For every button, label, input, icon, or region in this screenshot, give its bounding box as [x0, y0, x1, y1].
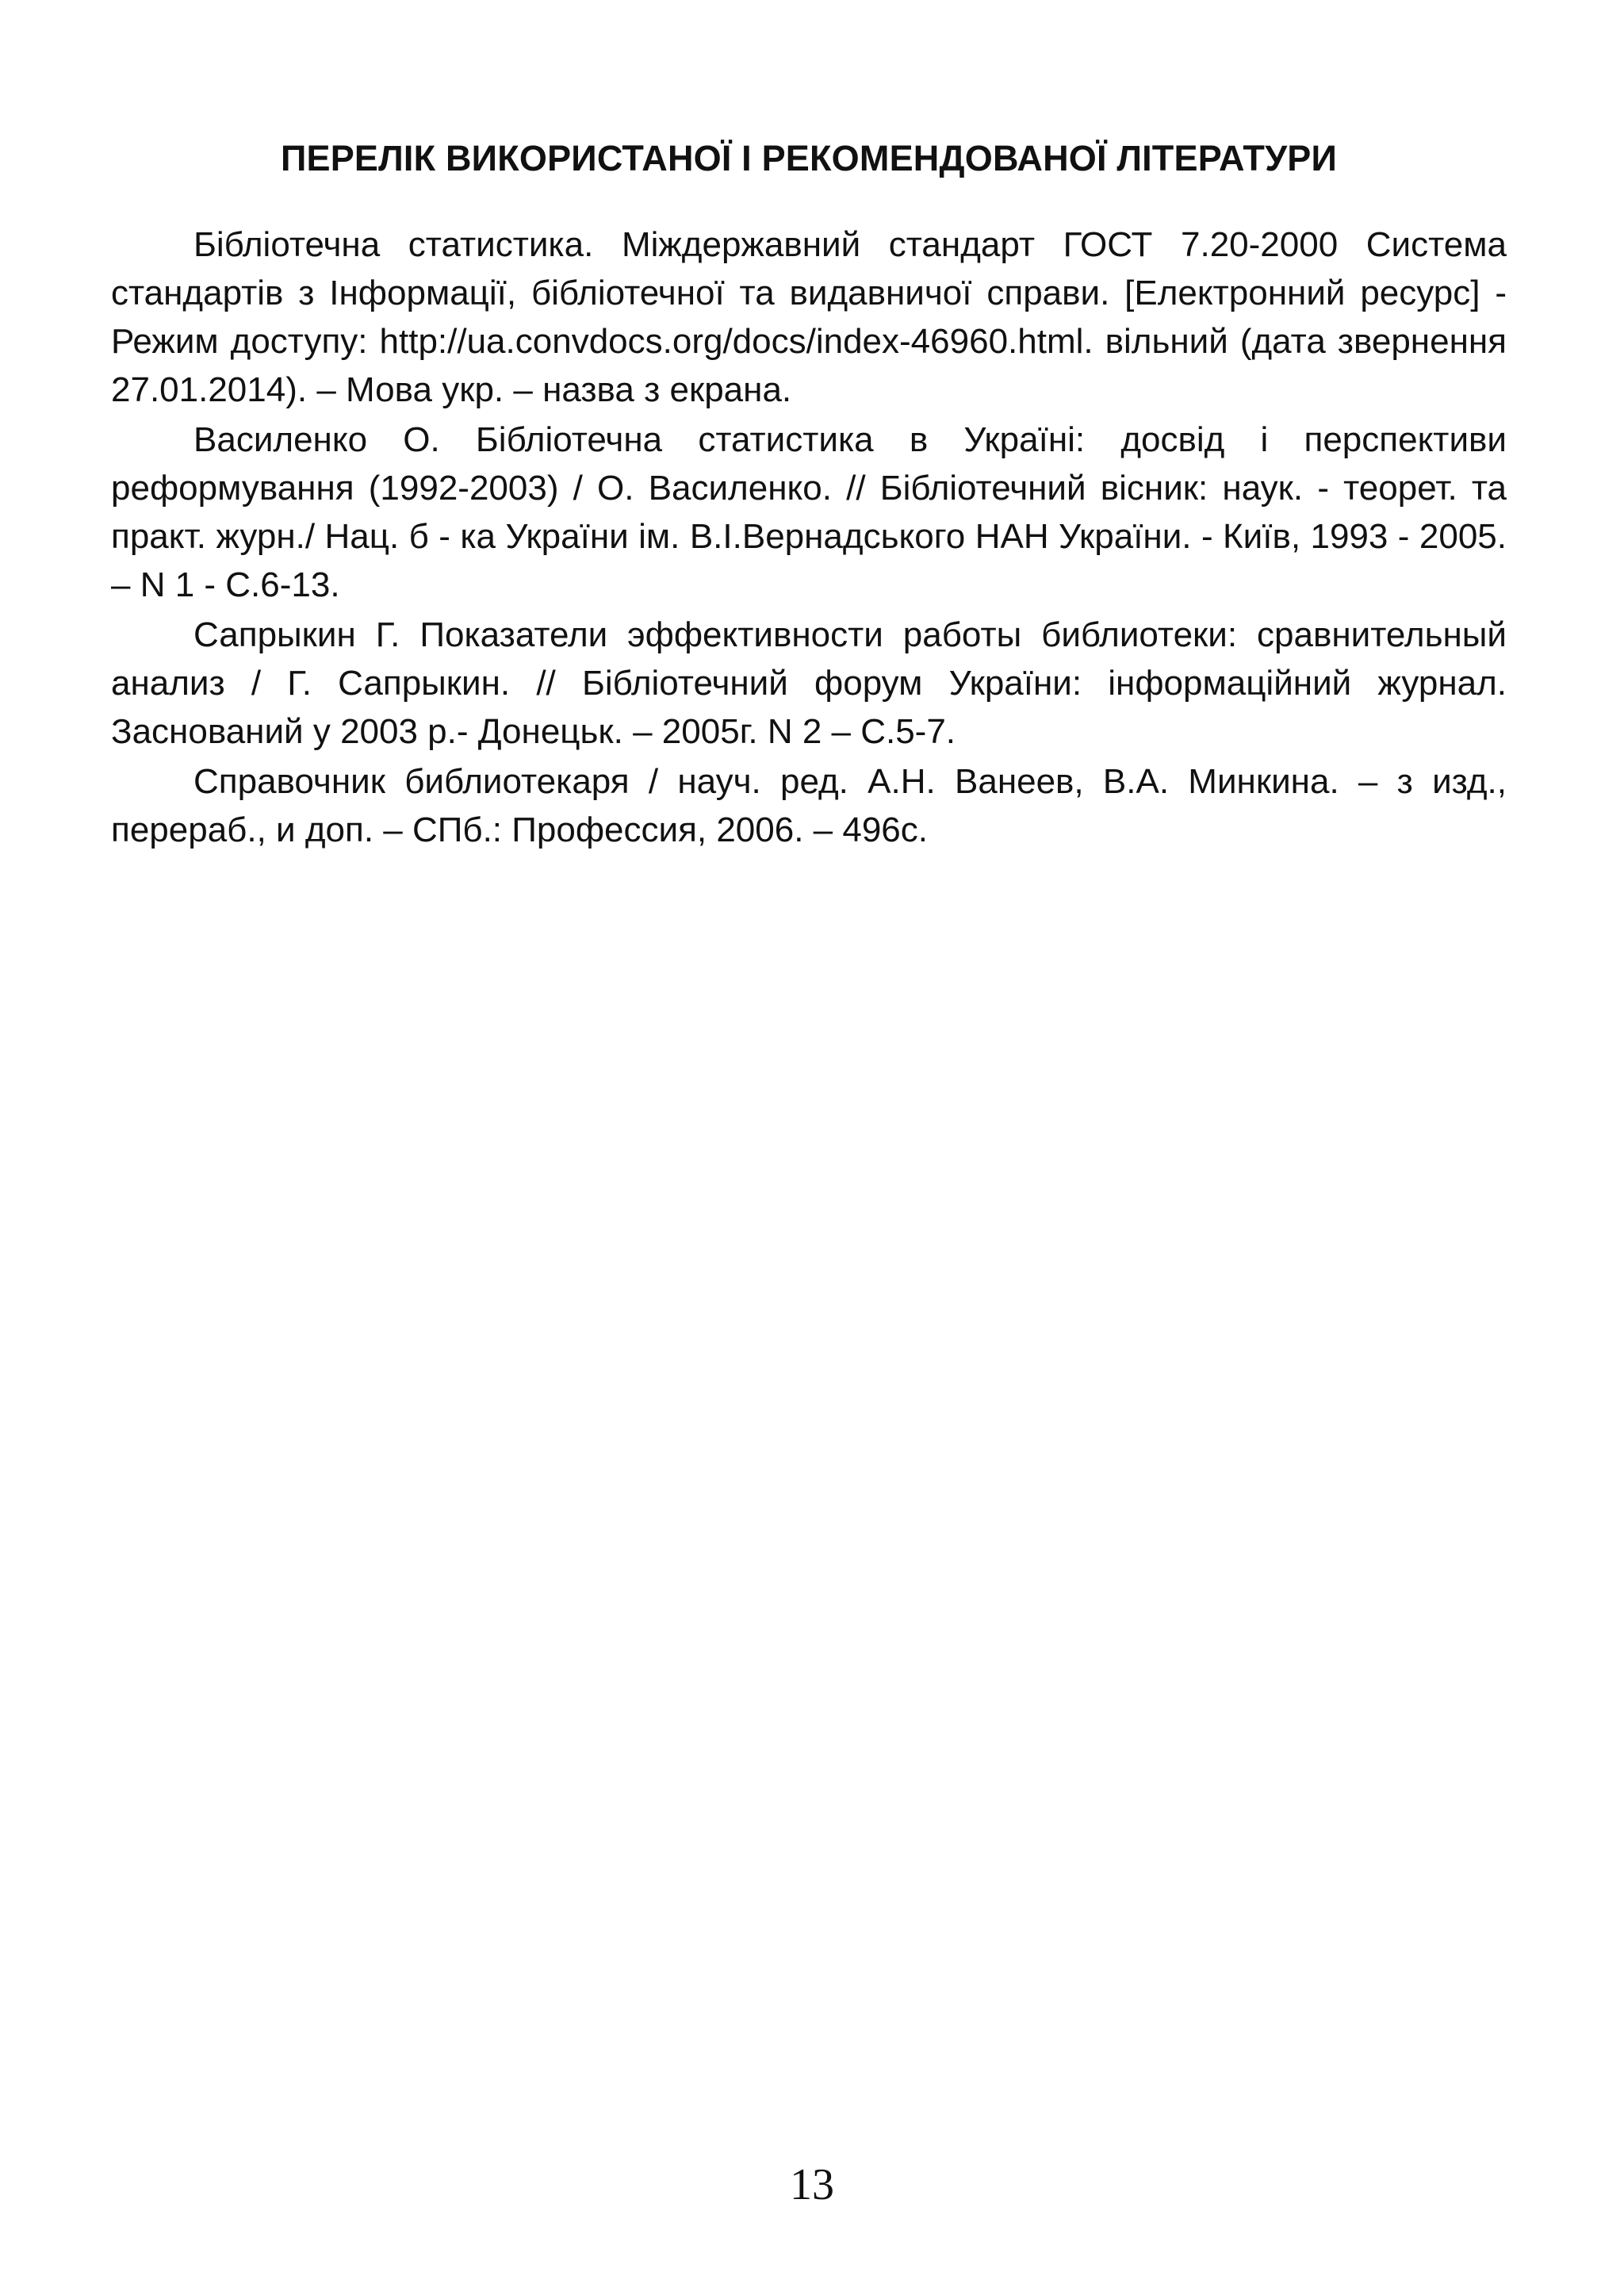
reference-item-3: Сапрыкин Г. Показатели эффективности работы библиотеки: сравнительный анализ / Г. Сапрыкин. // Бібліотечний форум України: інформаційний журнал. Заснований у 2003 р.- Донецьк. – 2005г. N 2 – С.5-7.	[111, 615, 1507, 751]
reference-list	[111, 220, 1507, 854]
section-heading: ПЕРЕЛІК ВИКОРИСТАНОЇ І РЕКОМЕНДОВАНОЇ ЛІТЕРАТУРИ	[280, 138, 1338, 178]
page-number: 13	[790, 2160, 834, 2209]
reference-item-1: Бібліотечна статистика. Міждержавний стандарт ГОСТ 7.20-2000 Система стандартів з Інформації, бібліотечної та видавничої справи. [Електронний ресурс] - Режим доступу: http://ua.convdocs.org/docs/index-46960.html. вільний (дата звернення 27.01.2014). – Мова укр. – назва з екрана.	[111, 225, 1507, 409]
reference-item-4: Справочник библиотекаря / науч. ред. А.Н. Ванеев, В.А. Минкина. – з изд., перераб., и доп. – СПб.: Профессия, 2006. – 496с.	[111, 762, 1507, 849]
reference-item-2: Василенко О. Бібліотечна статистика в Україні: досвід і перспективи реформування (1992-2003) / О. Василенко. // Бібліотечний вісник: наук. - теорет. та практ. журн./ Нац. б - ка України ім. В.І.Вернадського НАН України. - Київ, 1993 - 2005. – N 1 - С.6-13.	[111, 420, 1507, 604]
